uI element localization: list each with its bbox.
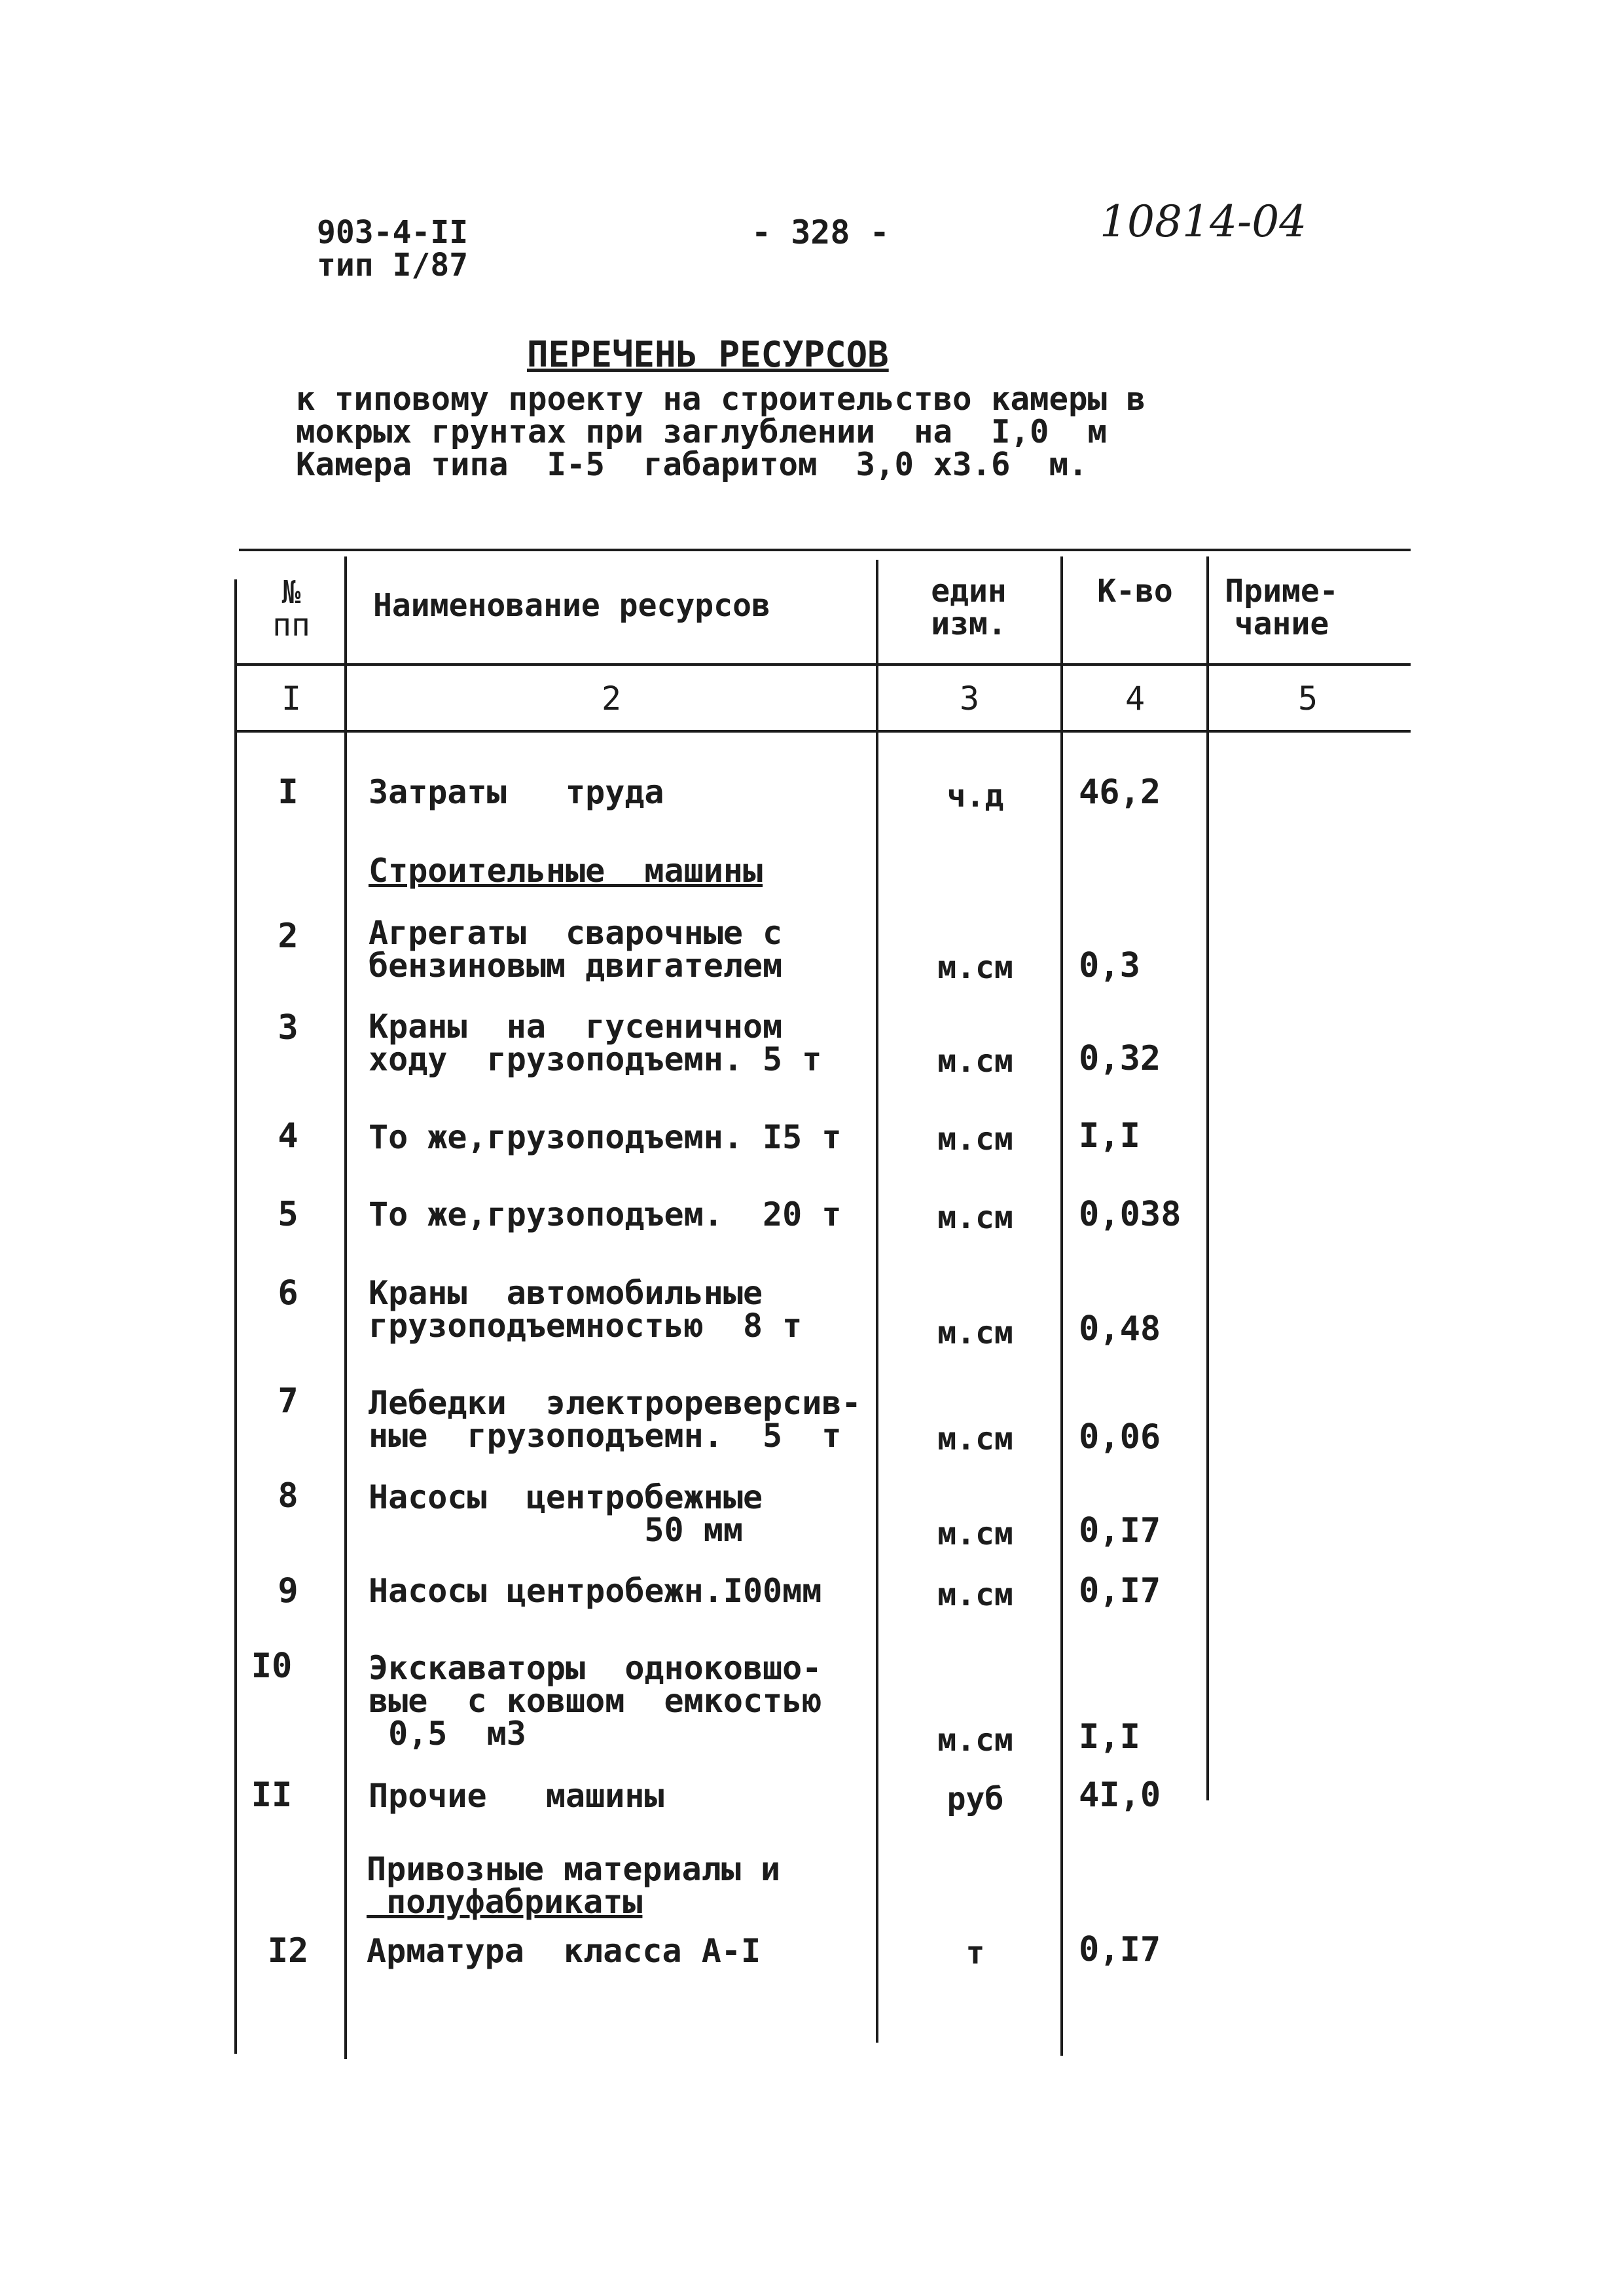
header-num [239, 576, 344, 642]
row-7-unit: м.см [937, 1421, 1013, 1457]
row-7-name-line1: Лебедки электрореверсив- [369, 1384, 861, 1422]
document-code-line1: 903-4-II [317, 214, 469, 251]
header-num-line1: № [281, 574, 301, 611]
row-11-name: Прочие машины [369, 1777, 664, 1815]
row-11-num: II [251, 1776, 293, 1815]
row-12-num: I2 [267, 1931, 309, 1971]
row-3-qty: 0,32 [1079, 1039, 1161, 1078]
header-note [1210, 575, 1354, 640]
header-num-line2: пп [272, 607, 310, 644]
row-4-name: То же,грузоподъемн. I5 т [369, 1118, 842, 1156]
row-7-name-line2: ные грузоподъемн. 5 т [369, 1417, 842, 1455]
document-title: ПЕРЕЧЕНЬ РЕСУРСОВ [527, 334, 889, 375]
header-note-line2: чание [1234, 606, 1329, 642]
table-top-rule [239, 549, 1411, 551]
page-number: - 328 - [751, 213, 890, 251]
row-3-num: 3 [278, 1008, 298, 1048]
row-9-unit: м.см [937, 1576, 1013, 1613]
row-5-unit: м.см [937, 1199, 1013, 1236]
row-8-name-line2: 50 мм [369, 1511, 743, 1549]
row-9-name: Насосы центробежн.I00мм [369, 1572, 822, 1610]
column-numbers-rule [234, 730, 1411, 733]
row-4-unit: м.см [937, 1121, 1013, 1157]
header-name: Наименование ресурсов [373, 587, 770, 624]
row-5-qty: 0,038 [1079, 1195, 1182, 1234]
column-divider-3 [1060, 556, 1063, 2056]
column-number-2: 2 [601, 680, 622, 718]
row-9-num: 9 [278, 1571, 298, 1611]
row-2-num: 2 [278, 917, 298, 956]
header-bottom-rule [234, 663, 1411, 666]
row-1-unit: ч.д [947, 778, 1004, 814]
column-number-1: I [281, 680, 302, 718]
row-10-name-line1: Экскаваторы одноковшо- [369, 1649, 822, 1687]
header-qty: К-во [1097, 573, 1173, 610]
row-8-unit: м.см [937, 1516, 1013, 1552]
column-number-5: 5 [1297, 680, 1318, 718]
section-construction-machines: Строительные машины [369, 852, 763, 890]
row-2-unit: м.см [937, 949, 1013, 986]
row-3-name-line1: Краны на гусеничном [369, 1008, 783, 1046]
row-10-unit: м.см [937, 1722, 1013, 1758]
handwritten-inventory-number: 10814-04 [1100, 196, 1307, 247]
column-divider-4 [1206, 556, 1209, 1800]
row-6-num: 6 [278, 1273, 298, 1313]
subtitle-line-3: Камера типа I-5 габаритом 3,0 х3.6 м. [296, 446, 1088, 483]
row-4-qty: I,I [1079, 1116, 1140, 1156]
row-3-name-line2: ходу грузоподъемн. 5 т [369, 1040, 822, 1078]
document-code [317, 216, 468, 282]
row-8-name-line1: Насосы центробежные [369, 1478, 763, 1516]
row-1-name: Затраты труда [369, 773, 664, 811]
column-number-4: 4 [1125, 680, 1146, 718]
row-6-qty: 0,48 [1079, 1309, 1161, 1349]
header-note-line1: Приме- [1225, 573, 1339, 610]
row-6-name-line2: грузоподъемностью 8 т [369, 1307, 803, 1345]
column-divider-1 [344, 556, 347, 2059]
row-2-name-line1: Агрегаты сварочные с [369, 914, 783, 952]
row-5-num: 5 [278, 1195, 298, 1234]
column-number-3: 3 [959, 680, 980, 718]
table-left-border [234, 579, 237, 2054]
row-7-num: 7 [278, 1381, 298, 1421]
row-10-name-line3: 0,5 м3 [369, 1715, 526, 1753]
header-unit-line1: един [931, 573, 1007, 610]
row-7-qty: 0,06 [1079, 1417, 1161, 1457]
row-9-qty: 0,I7 [1079, 1571, 1161, 1611]
subtitle-line-2: мокрых грунтах при заглублении на I,0 м [296, 413, 1108, 450]
row-11-qty: 4I,0 [1079, 1776, 1161, 1815]
row-8-qty: 0,I7 [1079, 1511, 1161, 1550]
section-materials-line1: Привозные материалы и [367, 1850, 781, 1888]
row-1-qty: 46,2 [1079, 773, 1161, 812]
row-12-qty: 0,I7 [1079, 1930, 1161, 1969]
column-divider-2 [876, 560, 878, 2043]
header-unit [877, 575, 1060, 640]
subtitle-line-1: к типовому проекту на строительство камеры в [296, 380, 1146, 418]
row-4-num: 4 [278, 1116, 298, 1156]
row-3-unit: м.см [937, 1043, 1013, 1080]
row-12-name: Арматура класса А-I [367, 1932, 761, 1970]
row-2-name-line2: бензиновым двигателем [369, 947, 783, 985]
section-materials-line2: полуфабрикаты [367, 1883, 643, 1921]
row-5-name: То же,грузоподъем. 20 т [369, 1195, 842, 1233]
row-8-num: 8 [278, 1476, 298, 1516]
row-2-qty: 0,3 [1079, 946, 1140, 985]
row-1-num: I [278, 773, 298, 812]
row-11-unit: руб [947, 1781, 1004, 1817]
row-6-name-line1: Краны автомобильные [369, 1274, 763, 1312]
row-6-unit: м.см [937, 1315, 1013, 1351]
row-12-unit: т [965, 1935, 985, 1971]
row-10-name-line2: вые с ковшом емкостью [369, 1682, 822, 1720]
document-code-line2: тип I/87 [317, 247, 469, 283]
row-10-num: I0 [251, 1647, 293, 1686]
header-unit-line2: изм. [931, 606, 1007, 642]
row-10-qty: I,I [1079, 1717, 1140, 1757]
